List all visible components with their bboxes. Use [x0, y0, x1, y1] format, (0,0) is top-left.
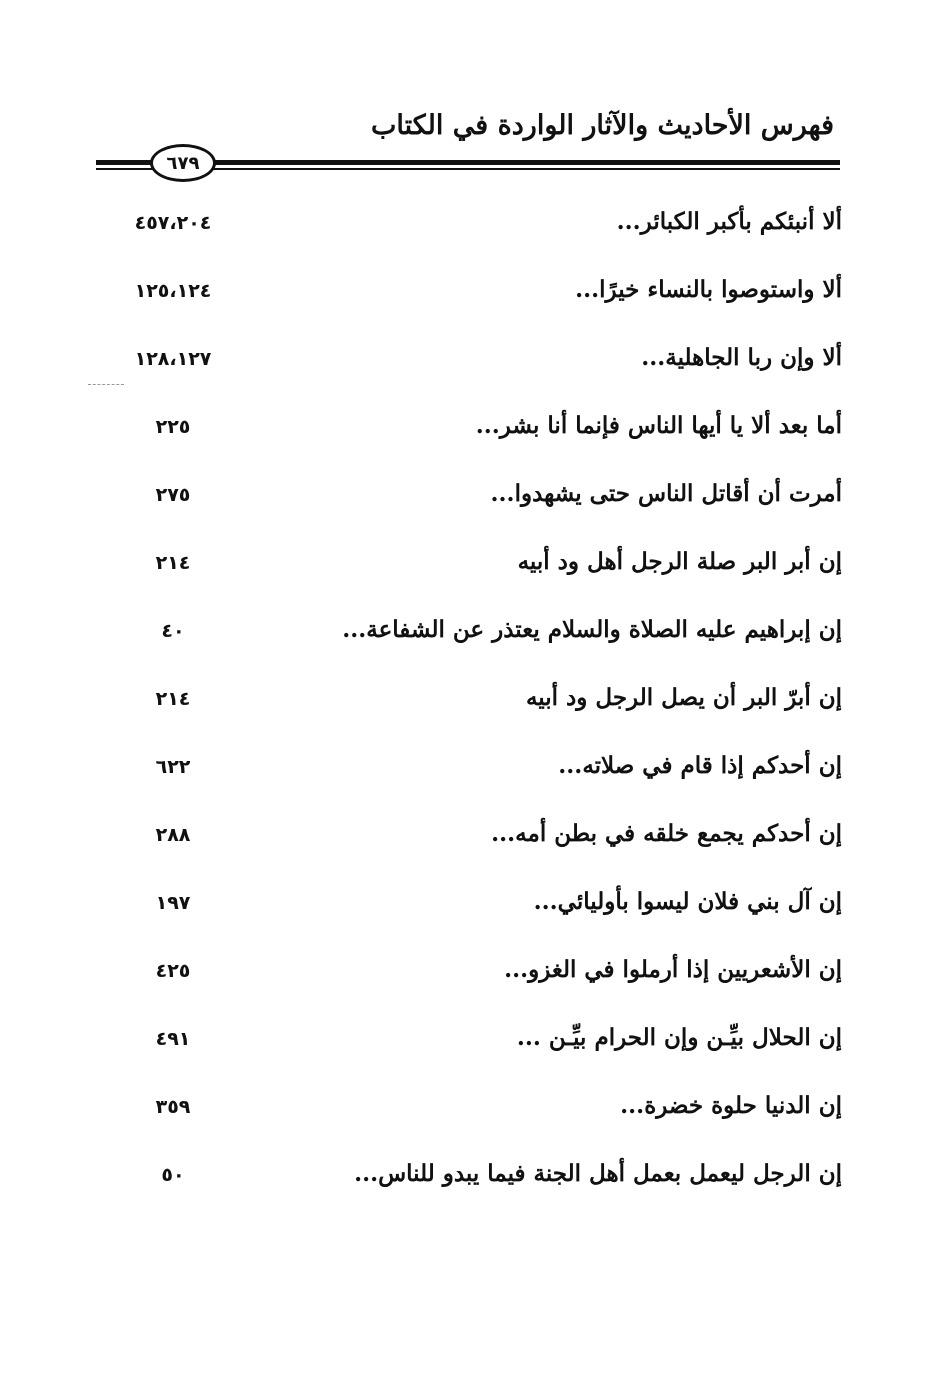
page-reference: ٢١٤ [155, 688, 191, 710]
page-reference: ٥٠ [161, 1164, 185, 1186]
page-reference: ٢٢٥ [155, 416, 191, 438]
page-reference: ٤٢٥ [155, 960, 191, 982]
hadith-text: إن الأشعريين إذا أرملوا في الغزو... [504, 956, 842, 983]
page-reference: ٢١٤ [155, 552, 191, 574]
page-reference: ٤٥٧،٢٠٤ [134, 212, 212, 234]
page-reference: ٦٢٢ [155, 756, 191, 778]
page-reference: ٢٨٨ [155, 824, 191, 846]
index-entry [96, 1152, 842, 1220]
page-reference: ١٢٥،١٢٤ [134, 280, 212, 302]
hadith-text: إن الرجل ليعمل بعمل أهل الجنة فيما يبدو للناس... [354, 1160, 842, 1187]
page-reference: ٣٥٩ [155, 1096, 191, 1118]
hadith-text: ألا وإن ربا الجاهلية... [641, 344, 842, 371]
hadith-text: إن آل بني فلان ليسوا بأوليائي... [533, 888, 842, 915]
page-reference: ٢٧٥ [155, 484, 191, 506]
index-entry [96, 268, 842, 336]
index-entry [96, 336, 842, 404]
index-entries-list [96, 200, 842, 1220]
index-entry [96, 540, 842, 608]
index-entry [96, 676, 842, 744]
page-reference: ٤٠ [161, 620, 185, 642]
hadith-text: إن أبر البر صلة الرجل أهل ود أبيه [517, 548, 842, 575]
index-entry [96, 608, 842, 676]
index-entry [96, 404, 842, 472]
hadith-text: إن الدنيا حلوة خضرة... [620, 1092, 842, 1119]
page-reference: ١٩٧ [155, 892, 191, 914]
hadith-text: أما بعد ألا يا أيها الناس فإنما أنا بشر... [475, 412, 842, 439]
index-entry [96, 472, 842, 540]
index-entry [96, 880, 842, 948]
hadith-text: إن أبرّ البر أن يصل الرجل ود أبيه [525, 684, 842, 711]
index-entry [96, 744, 842, 812]
page-reference: ١٢٨،١٢٧ [134, 348, 212, 370]
hadith-text: إن أحدكم يجمع خلقه في بطن أمه... [491, 820, 842, 847]
page-number: ٦٧٩ [150, 144, 216, 182]
index-entry [96, 1084, 842, 1152]
hadith-text: ألا أنبئكم بأكبر الكبائر... [616, 208, 842, 235]
hadith-text: إن أحدكم إذا قام في صلاته... [558, 752, 842, 779]
hadith-text: أمرت أن أقاتل الناس حتى يشهدوا... [490, 480, 842, 507]
running-header-title: فهرس الأحاديث والآثار الواردة في الكتاب [370, 110, 834, 141]
index-entry [96, 1016, 842, 1084]
index-entry [96, 812, 842, 880]
index-entry [96, 948, 842, 1016]
hadith-text: ألا واستوصوا بالنساء خيرًا... [575, 276, 842, 303]
hadith-text: إن إبراهيم عليه الصلاة والسلام يعتذر عن الشفاعة... [342, 616, 842, 643]
index-entry [96, 200, 842, 268]
hadith-text: إن الحلال بيِّـن وإن الحرام بيِّـن ... [516, 1024, 842, 1051]
page-reference: ٤٩١ [155, 1028, 191, 1050]
